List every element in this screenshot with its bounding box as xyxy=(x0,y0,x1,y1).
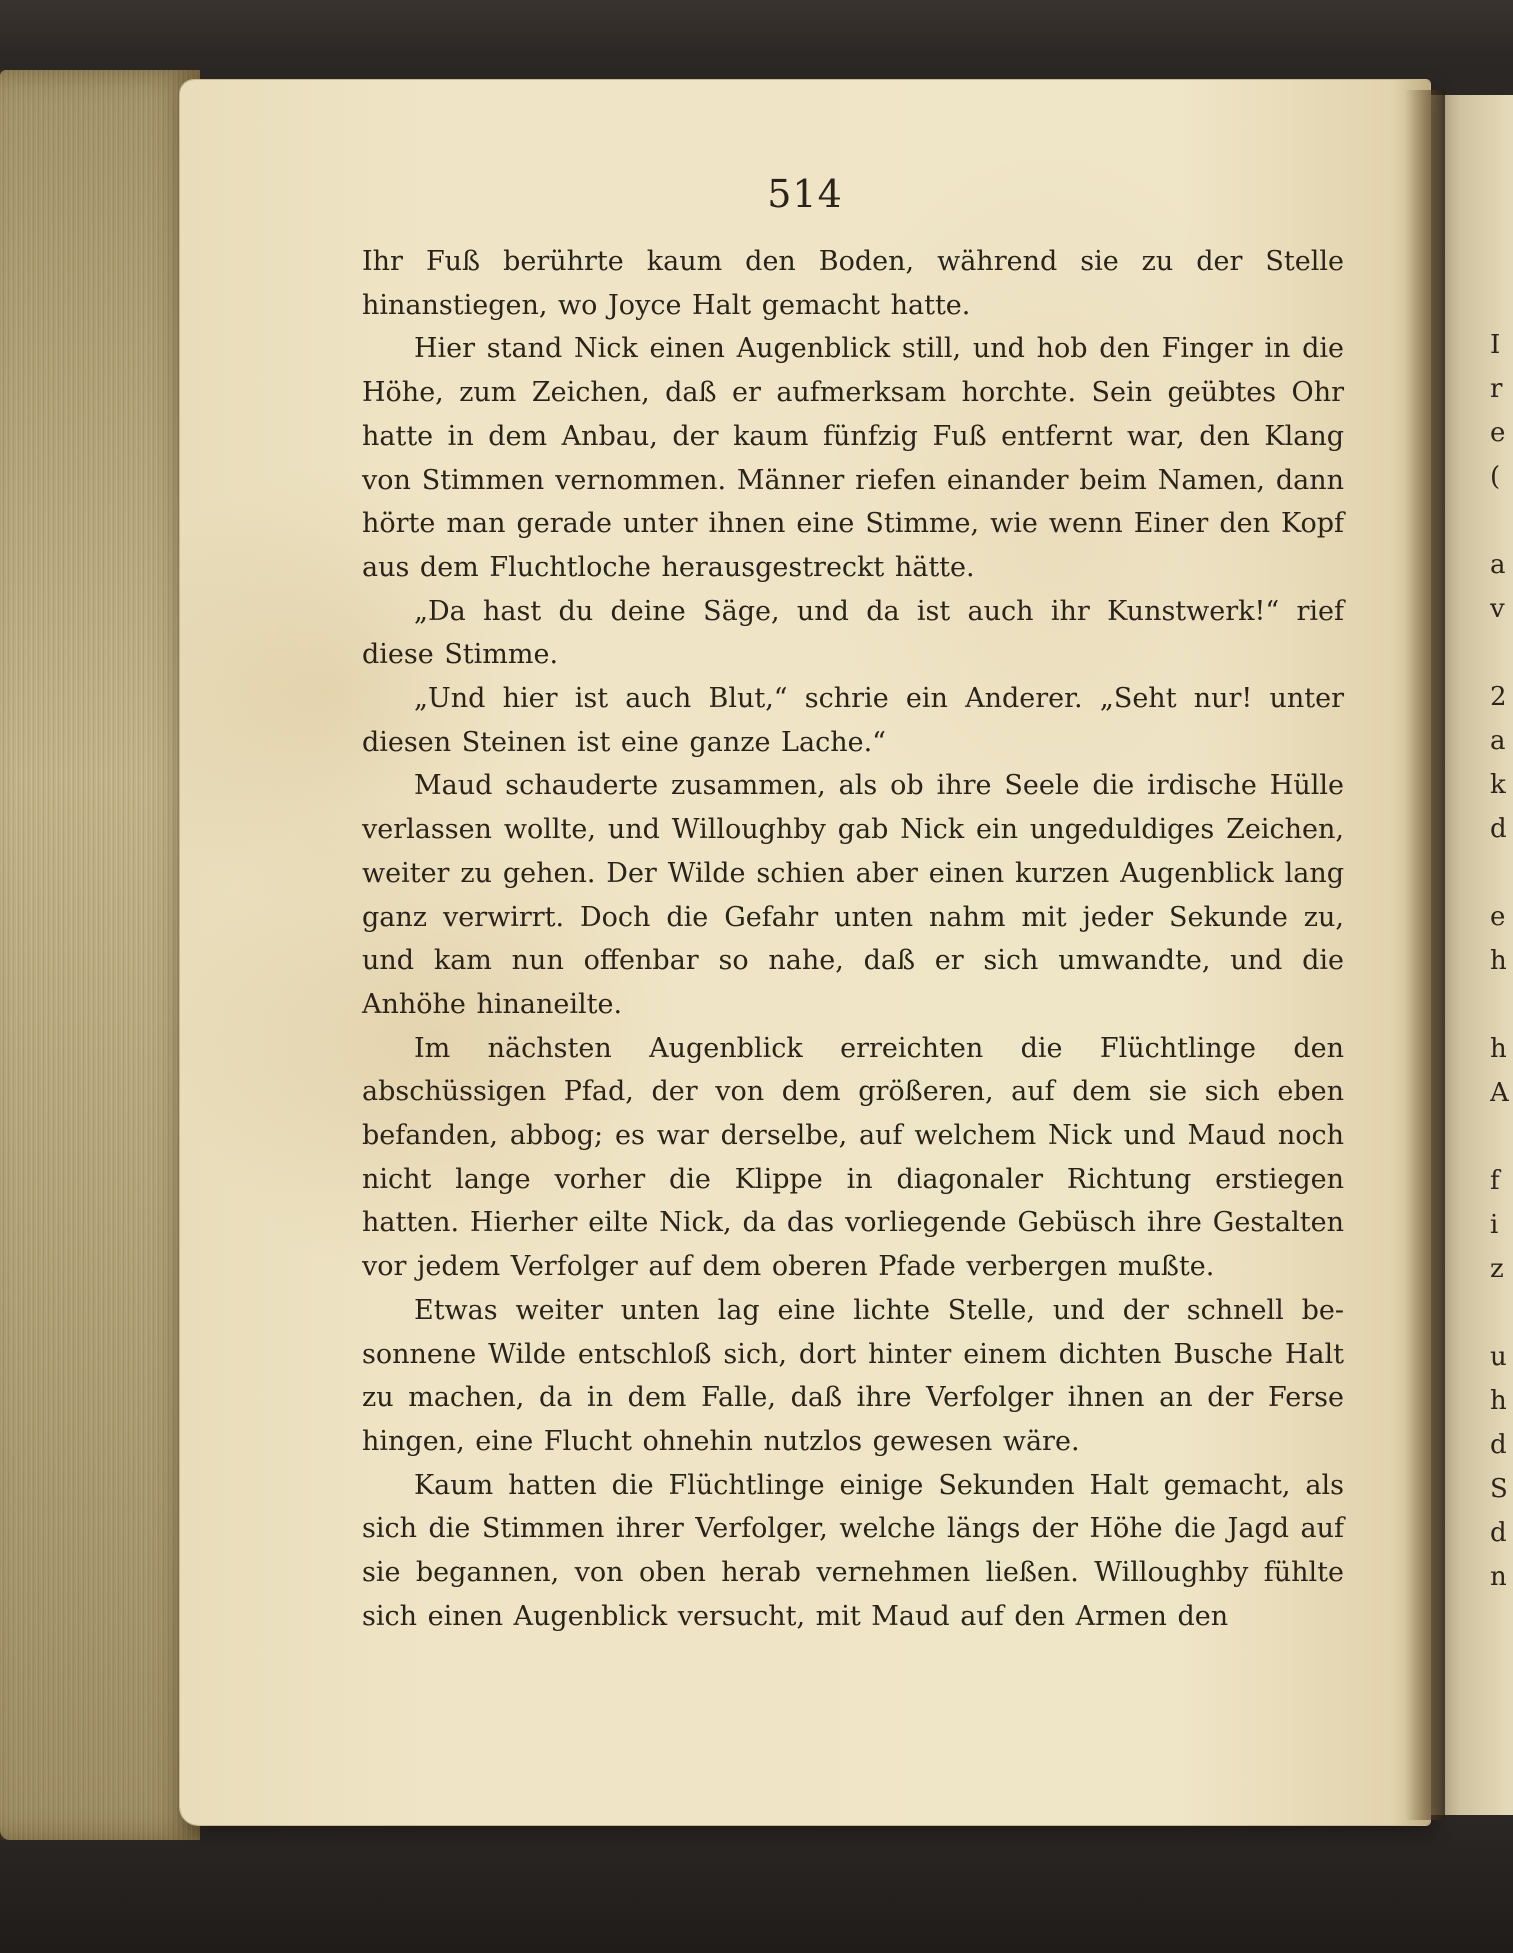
paragraph: Maud schauderte zusammen, als ob ihre Seele die irdische Hülle verlassen wollte, und Willoughby gab Nick ein ungeduldiges Zeichen, weiter zu gehen. Der Wilde schien aber einen kurzen Augenblick lang ganz verwirrt. Doch die Gefahr unten nahm mit jeder Sekunde zu, und kam nun offenbar so nahe, daß er sich umwandte, und die Anhöhe hinaneilte. xyxy=(362,770,1344,1020)
paragraph: Kaum hatten die Flüchtlinge einige Sekunden Halt gemacht, als sich die Stimmen ihrer Verfolger, welche längs der Höhe die Jagd auf sie begannen, von oben herab vernehmen ließen. Willoughby fühlte sich einen Augenblick versucht, mit Maud auf den Armen den xyxy=(362,1469,1344,1632)
page-number: 514 xyxy=(767,172,843,216)
page-text xyxy=(362,240,1344,1639)
paragraph: „Und hier ist auch Blut,“ schrie ein Anderer. „Seht nur! unter diesen Steinen ist eine ganze Lache.“ xyxy=(362,683,1344,758)
paragraph: Hier stand Nick einen Augenblick still, und hob den Finger in die Höhe, zum Zeichen, daß er aufmerksam horchte. Sein geübtes Ohr hatte in dem Anbau, der kaum fünfzig Fuß entfernt war, den Klang von Stimmen vernommen. Männer riefen einander beim Namen, dann hörte man gerade unter ihnen eine Stimme, wie wenn Einer den Kopf aus dem Fluchtloche herausgestreckt hätte. xyxy=(362,333,1344,583)
paragraph: „Da hast du deine Säge, und da ist auch ihr Kunstwerk!“ rief diese Stimme. xyxy=(362,595,1344,671)
next-page-edge-text: I r e ( a v 2 a k d e h h A f i z u h d S d n xyxy=(1490,330,1509,1592)
book-gutter xyxy=(1405,90,1445,1820)
paragraph: Etwas weiter unten lag eine lichte Stelle, und der schnell besonnene Wilde entschloß sich, dort hinter einem dichten Busche Halt zu machen, da in dem Falle, daß ihre Verfolger ihnen an der Ferse hingen, eine Flucht ohnehin nutzlos gewesen wäre. xyxy=(362,1294,1344,1457)
page-edges xyxy=(0,70,200,1840)
book-page xyxy=(180,80,1430,1825)
paragraph: Im nächsten Augenblick erreichten die Flüchtlinge den abschüssigen Pfad, der von dem größeren, auf dem sie sich eben befanden, abbog; es war derselbe, auf welchem Nick und Maud noch nicht lange vorher die Klippe in diagonaler Richtung erstiegen hatten. Hierher eilte Nick, da das vorliegende Gebüsch ihre Gestalten vor jedem Verfolger auf dem oberen Pfade verbergen mußte. xyxy=(362,1032,1344,1283)
paragraph: Ihr Fuß berührte kaum den Boden, während sie zu der Stelle hinanstiegen, wo Joyce Halt gemacht hatte. xyxy=(362,246,1344,321)
